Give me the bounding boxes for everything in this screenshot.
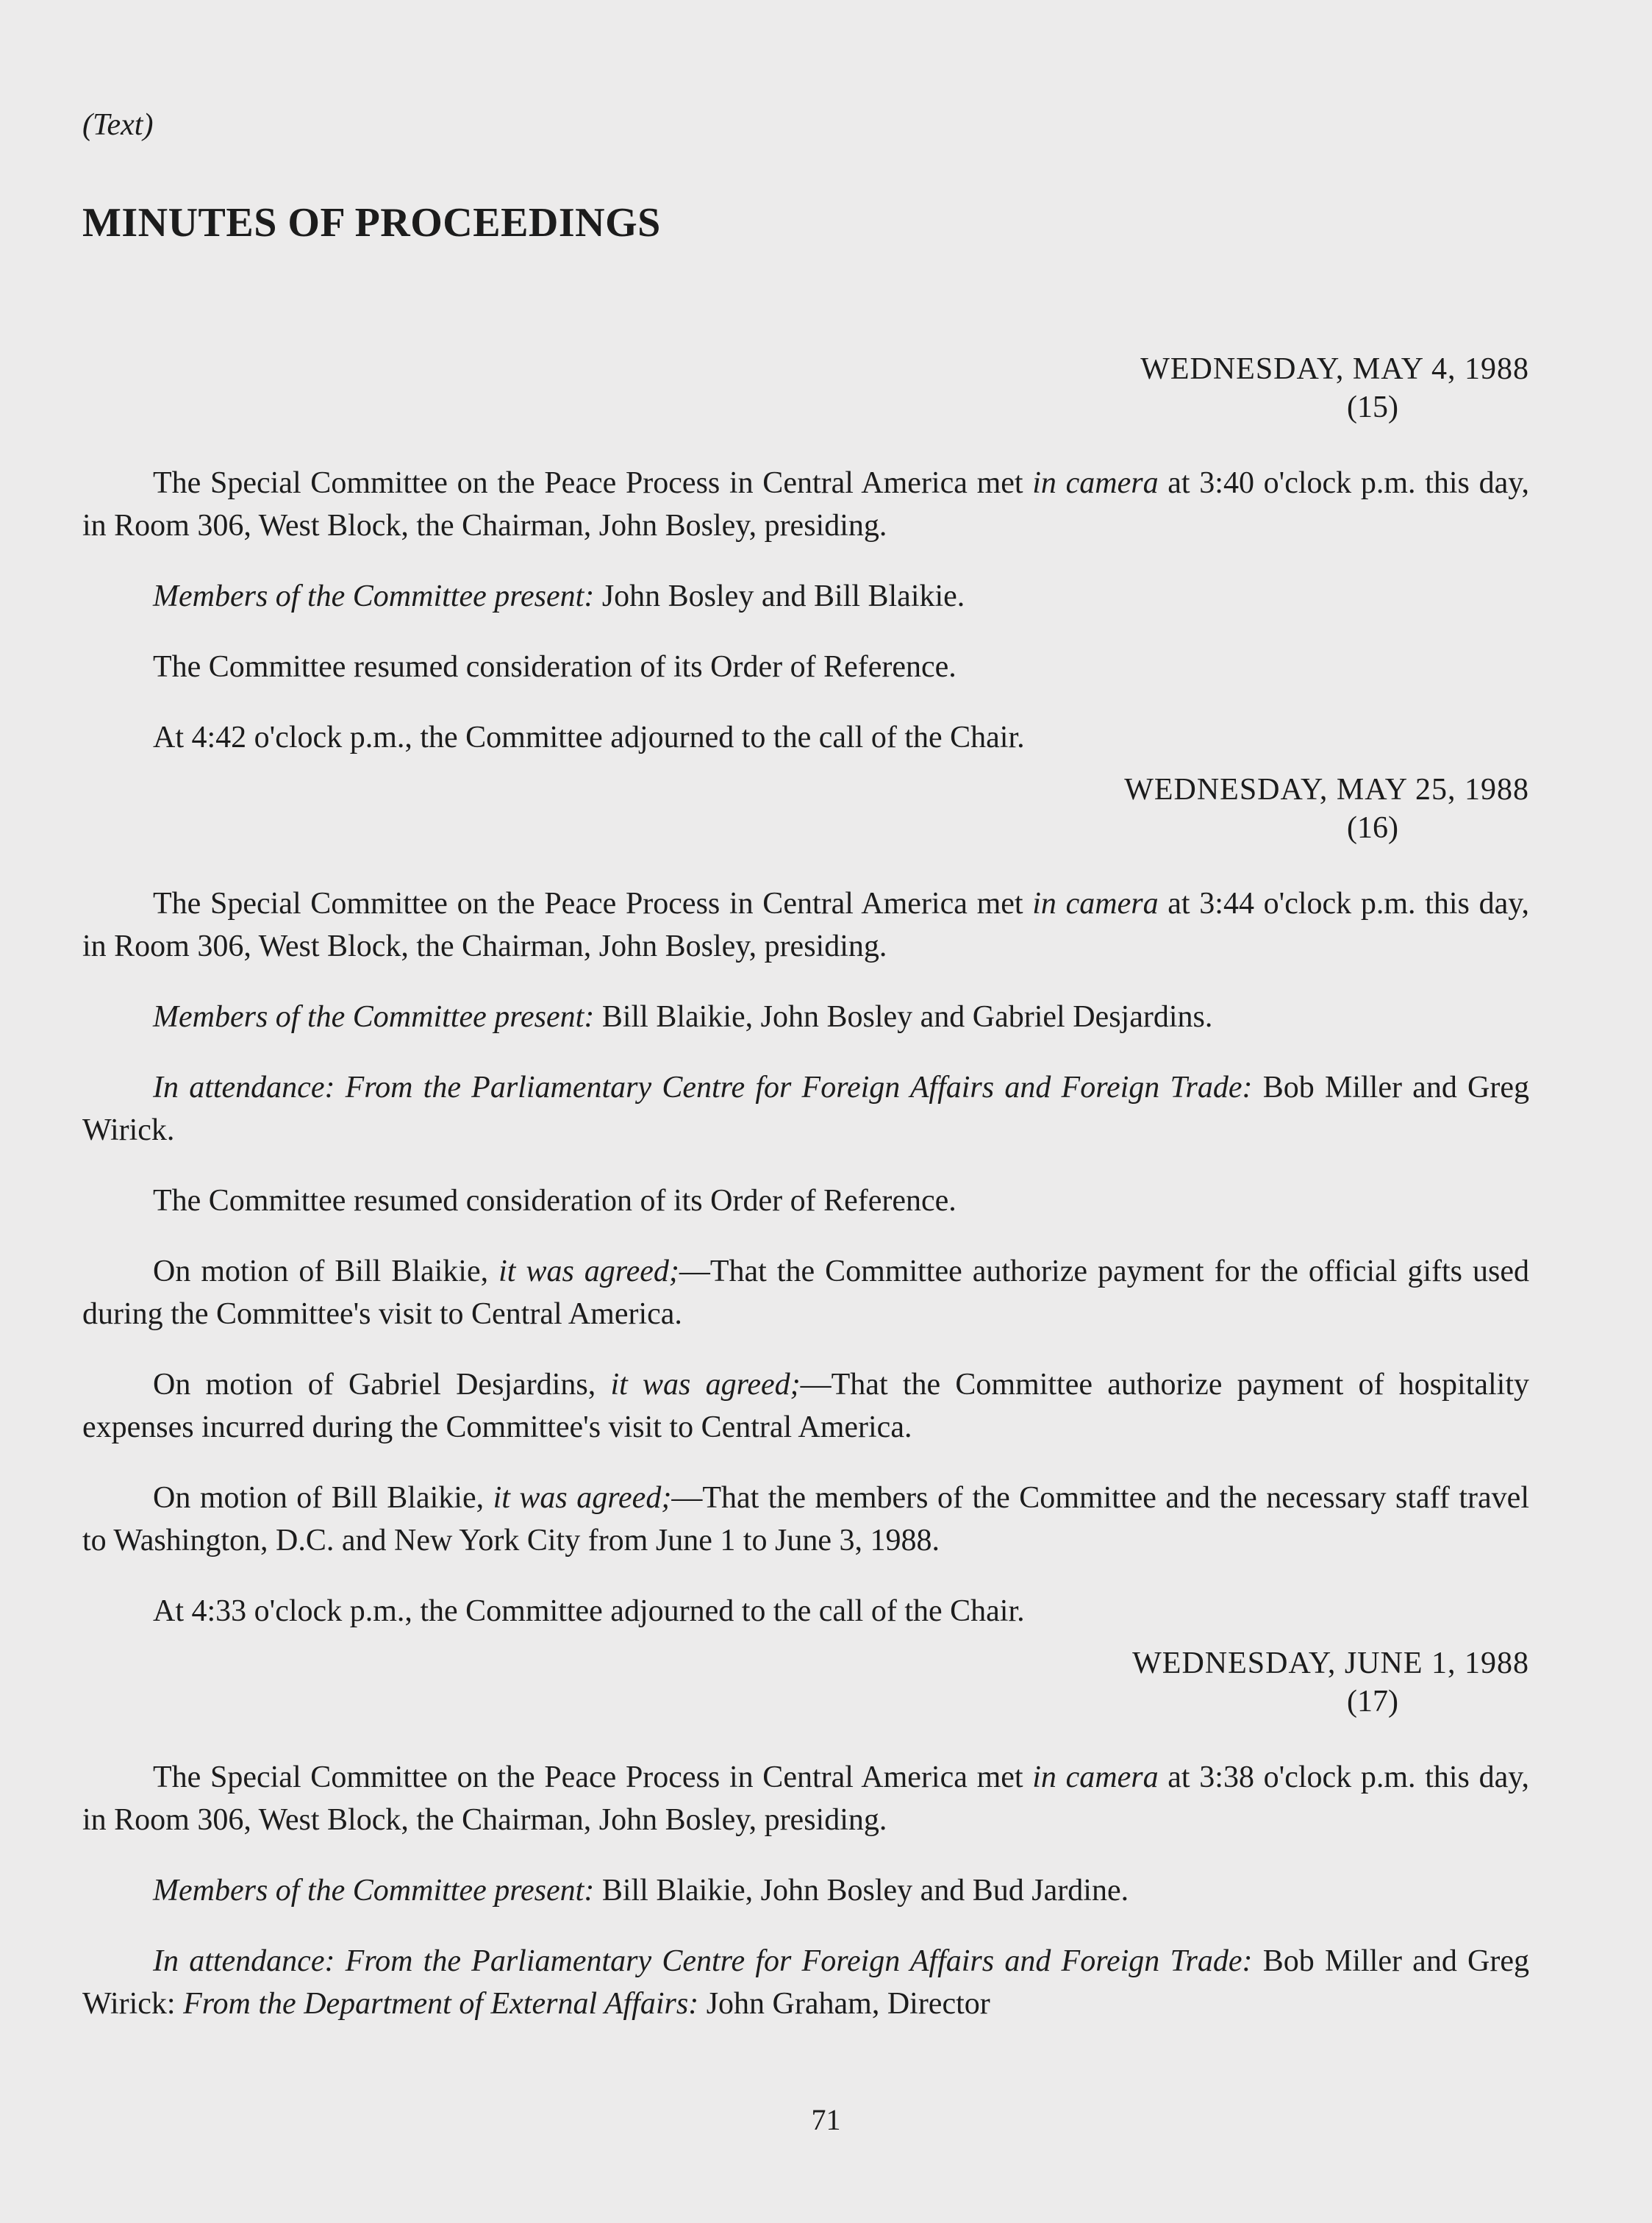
opening-text: The Special Committee on the Peace Process in Central America met <box>153 887 1033 921</box>
attendance-list: Bob Miller and Greg Wirick: <box>82 1944 1530 2021</box>
opening-italic: in camera <box>1032 1760 1159 1794</box>
attendance-label-2: From the Department of External Affairs: <box>183 1987 699 2021</box>
adjourned-paragraph: At 4:42 o'clock p.m., the Committee adjourned to the call of the Chair. <box>153 721 1025 754</box>
motion-agreed: it was agreed; <box>610 1368 801 1402</box>
members-label: Members of the Committee present: <box>153 1000 595 1034</box>
opening-italic: in camera <box>1032 887 1159 921</box>
motion-text: —That the Committee authorize payment for the official gifts used during the Committee's visit to Central America. <box>82 1255 1529 1331</box>
members-list: Bill Blaikie, John Bosley and Bud Jardine. <box>594 1874 1129 1908</box>
motion-mover: On motion of Gabriel Desjardins, <box>153 1368 611 1402</box>
meeting-date: WEDNESDAY, MAY 25, 1988 <box>1124 773 1529 807</box>
opening-italic: in camera <box>1032 466 1159 500</box>
attendance-list: Bob Miller and Greg Wirick. <box>82 1071 1530 1147</box>
motion-paragraph <box>82 1363 1529 1449</box>
motion-text: —That the members of the Committee and the necessary staff travel to Washington, D.C. and New York City from June 1 to June 3, 1988. <box>82 1481 1529 1557</box>
motion-text: —That the Committee authorize payment of hospitality expenses incurred during the Committee's visit to Central America. <box>82 1368 1530 1444</box>
opening-text: The Special Committee on the Peace Process in Central America met <box>153 466 1033 500</box>
opening-text-end: at 3:40 o'clock p.m. this day, in Room 306, West Block, the Chairman, John Bosley, presiding. <box>82 466 1529 543</box>
opening-text: The Special Committee on the Peace Process in Central America met <box>153 1760 1033 1794</box>
motion-paragraph <box>82 1250 1529 1335</box>
members-list: John Bosley and Bill Blaikie. <box>594 579 965 613</box>
meeting-date: WEDNESDAY, MAY 4, 1988 <box>1140 352 1529 386</box>
meeting-date: WEDNESDAY, JUNE 1, 1988 <box>1132 1646 1529 1680</box>
meeting-number: (16) <box>1347 811 1398 845</box>
attendance-label: In attendance: From the Parliamentary Centre for Foreign Affairs and Foreign Trade: <box>153 1944 1253 1978</box>
meeting-number: (17) <box>1347 1685 1398 1719</box>
members-label: Members of the Committee present: <box>153 1874 595 1908</box>
resumed-paragraph: The Committee resumed consideration of its Order of Reference. <box>153 1184 956 1218</box>
meeting-opening-paragraph <box>82 462 1529 547</box>
motion-agreed: it was agreed; <box>493 1481 672 1515</box>
resumed-paragraph: The Committee resumed consideration of its Order of Reference. <box>153 650 956 684</box>
members-label: Members of the Committee present: <box>153 579 595 613</box>
attendance-paragraph <box>82 1940 1529 2025</box>
members-present-paragraph <box>82 996 1529 1038</box>
motion-mover: On motion of Bill Blaikie, <box>153 1481 493 1515</box>
members-list: Bill Blaikie, John Bosley and Gabriel Desjardins. <box>594 1000 1213 1034</box>
meeting-opening-paragraph <box>82 882 1529 968</box>
page-number: 71 <box>811 2103 841 2136</box>
attendance-paragraph <box>82 1066 1529 1152</box>
motion-mover: On motion of Bill Blaikie, <box>153 1255 499 1288</box>
meeting-number: (15) <box>1347 390 1398 424</box>
motion-agreed: it was agreed; <box>498 1255 679 1288</box>
meeting-opening-paragraph <box>82 1756 1529 1841</box>
motion-paragraph <box>82 1477 1529 1562</box>
page-title: MINUTES OF PROCEEDINGS <box>82 200 661 246</box>
page-content <box>82 103 1529 2025</box>
header-label: (Text) <box>82 108 154 142</box>
members-present-paragraph <box>82 575 1529 618</box>
members-present-paragraph <box>82 1869 1529 1912</box>
opening-text-end: at 3:38 o'clock p.m. this day, in Room 306, West Block, the Chairman, John Bosley, presiding. <box>82 1760 1529 1837</box>
adjourned-paragraph: At 4:33 o'clock p.m., the Committee adjourned to the call of the Chair. <box>153 1594 1025 1628</box>
attendance-label: In attendance: From the Parliamentary Centre for Foreign Affairs and Foreign Trade: <box>153 1071 1253 1105</box>
attendance-list-2: John Graham, Director <box>698 1987 990 2021</box>
opening-text-end: at 3:44 o'clock p.m. this day, in Room 306, West Block, the Chairman, John Bosley, presiding. <box>82 887 1529 963</box>
